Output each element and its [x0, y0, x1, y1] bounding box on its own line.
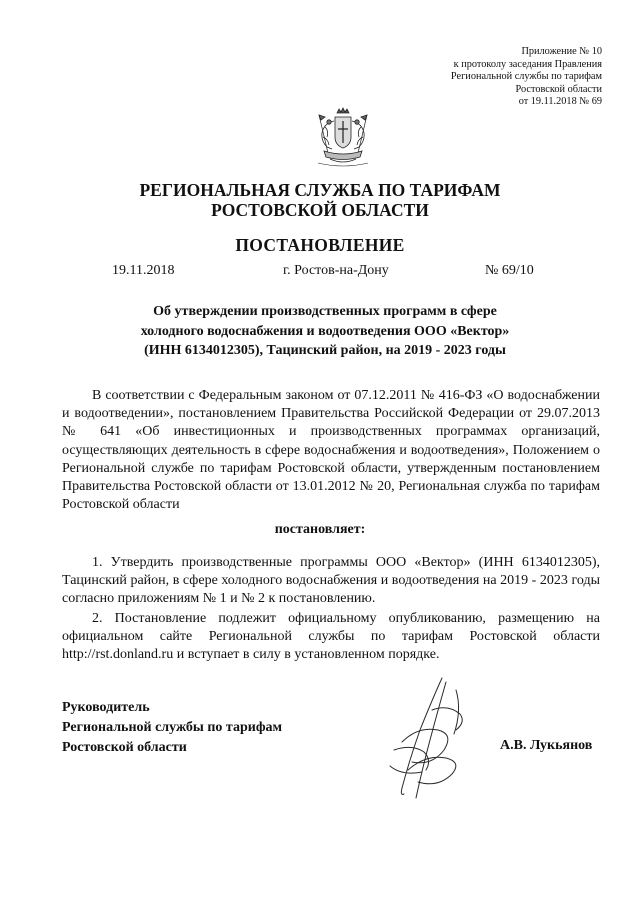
appendix-note [382, 46, 602, 109]
org-title-line-1: РЕГИОНАЛЬНАЯ СЛУЖБА ПО ТАРИФАМ [139, 180, 501, 200]
appendix-line: Ростовской области [515, 83, 602, 95]
coat-of-arms-icon [310, 107, 376, 169]
signatory-title [62, 698, 282, 758]
subject-line: холодного водоснабжения и водоотведения ООО «Вектор» [140, 323, 510, 339]
document-number: № 69/10 [485, 263, 534, 278]
document-city: г. Ростов-на-Дону [283, 263, 389, 278]
org-title-line-2: РОСТОВСКОЙ ОБЛАСТИ [211, 200, 429, 220]
appendix-line: Региональной службы по тарифам [450, 71, 602, 83]
document-date: 19.11.2018 [112, 263, 175, 278]
signatory-title-line: Ростовской области [62, 740, 187, 755]
resolution-item-2: 2. Постановление подлежит официальному опубликованию, размещению на официальном сайте Региональной службы по тарифам Ростовской области http://rst.donland.ru и вступает в силу в установленном порядке. [62, 611, 600, 663]
appendix-line: Приложение № 10 [521, 46, 602, 57]
resolution-item-1: 1. Утвердить производственные программы ООО «Вектор» (ИНН 6134012305), Тацинский район, в сфере холодного водоснабжения и водоотведения на 2019 - 2023 годы согласно приложениям № 1 и № 2 к постановлению. [62, 555, 600, 607]
preamble-paragraph: В соответствии с Федеральным законом от 07.12.2011 № 416-ФЗ «О водоснабжении и водоотведении», постановлением Правительства Российской Федерации от 29.07.2013 № 641 «Об инвестиционных и производственных программах организаций, осуществляющих деятельность в сфере водоснабжения и водоотведения», Положением о Региональной службе по тарифам Ростовской области, утвержденным постановлением Правительства Ростовской области от 13.01.2012 № 20, Региональная служба по тарифам Ростовской области [62, 388, 600, 513]
signatory-name: А.В. Лукьянов [500, 738, 593, 753]
document-type: ПОСТАНОВЛЕНИЕ [235, 235, 405, 255]
handwritten-signature [372, 670, 480, 805]
document-subject [110, 302, 540, 361]
signatory-title-line: Руководитель [62, 700, 150, 715]
subject-line: Об утверждении производственных программ в сфере [153, 304, 497, 319]
organization-title [60, 180, 580, 220]
signatory-title-line: Региональной службы по тарифам [62, 720, 283, 735]
subject-line: (ИНН 6134012305), Тацинский район, на 2019 - 2023 годы [144, 343, 506, 358]
appendix-line: к протоколу заседания Правления [453, 58, 602, 70]
resolves-heading: постановляет: [274, 522, 366, 537]
appendix-line: от 19.11.2018 № 69 [518, 96, 602, 108]
